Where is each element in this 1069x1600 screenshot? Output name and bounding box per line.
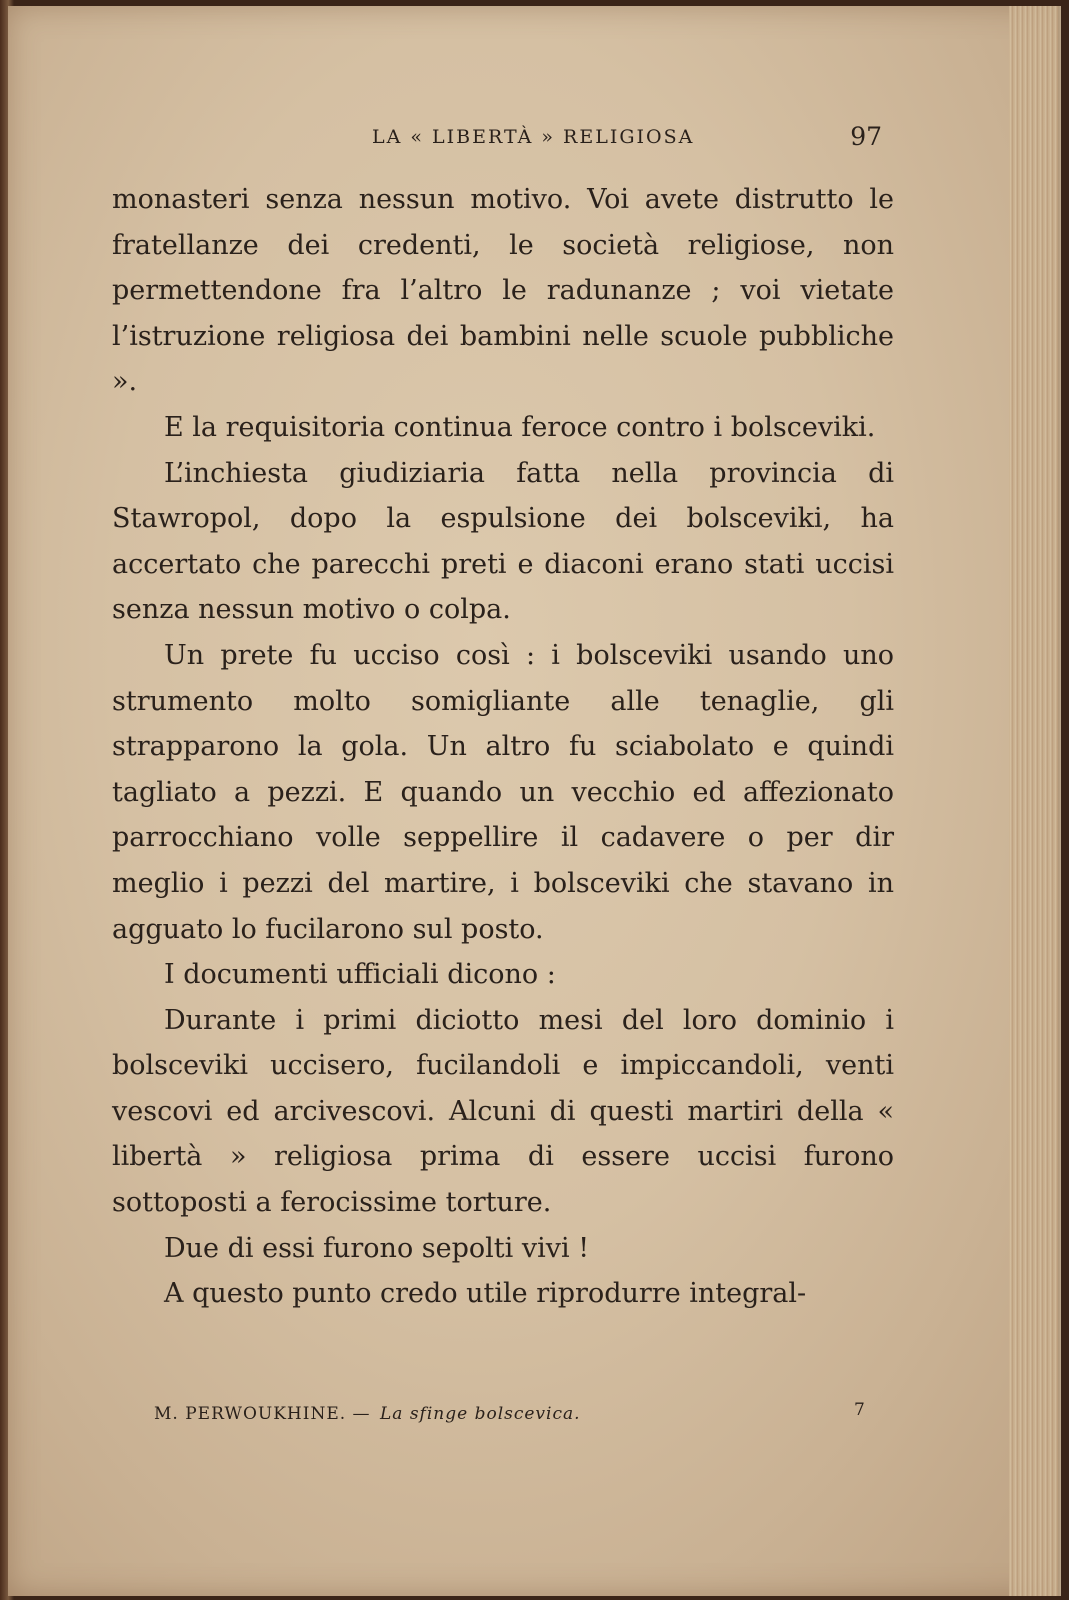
running-head: [112, 124, 894, 154]
paragraph-2: E la requisitoria continua feroce contro i bolsceviki.: [164, 411, 876, 443]
footer-author: M. PERWOUKHINE. —: [154, 1404, 371, 1424]
paragraph-3: L’inchiesta giudiziaria fatta nella provincia di Stawropol, dopo la espulsione dei bolsceviki, ha accertato che parecchi preti e diaconi erano stati uccisi senza nessun motivo o colpa.: [112, 457, 894, 626]
paragraph-5: I documenti ufficiali dicono :: [164, 959, 556, 991]
paragraph-8: A questo punto credo utile riprodurre integral-: [164, 1278, 807, 1310]
paragraph-7: Due di essi furono sepolti vivi !: [164, 1232, 590, 1264]
page-number: 97: [850, 122, 882, 151]
footer-book-title: La sfinge bolscevica.: [380, 1404, 581, 1424]
body-text: [112, 177, 894, 1317]
footer: [154, 1400, 894, 1434]
running-title: LA « LIBERTÀ » RELIGIOSA: [372, 126, 695, 148]
page-edges: [1009, 6, 1061, 1596]
signature-mark: 7: [854, 1400, 866, 1420]
paragraph-6: Durante i primi diciotto mesi del loro dominio i bolsceviki uccisero, fucilandoli e impiccandoli, venti vescovi ed arcivescovi. Alcuni di questi martiri della « libertà » religiosa prima di essere uccisi furono sottoposti a ferocissime torture.: [112, 1004, 894, 1219]
paragraph-1: monasteri senza nessun motivo. Voi avete distrutto le fratellanze dei credenti, le società religiose, non permettendone fra l’altro le radunanze ; voi vietate l’istruzione religiosa dei bambini nelle scuole pubbliche ».: [112, 184, 894, 398]
paragraph-4: Un prete fu ucciso così : i bolsceviki usando uno strumento molto somigliante alle tenaglie, gli strapparono la gola. Un altro fu sciabolato e quindi tagliato a pezzi. E quando un vecchio ed affezionato parrocchiano volle seppellire il cadavere o per dir meglio i pezzi del martire, i bolsceviki che stavano in agguato lo fucilarono sul posto.: [112, 639, 894, 945]
